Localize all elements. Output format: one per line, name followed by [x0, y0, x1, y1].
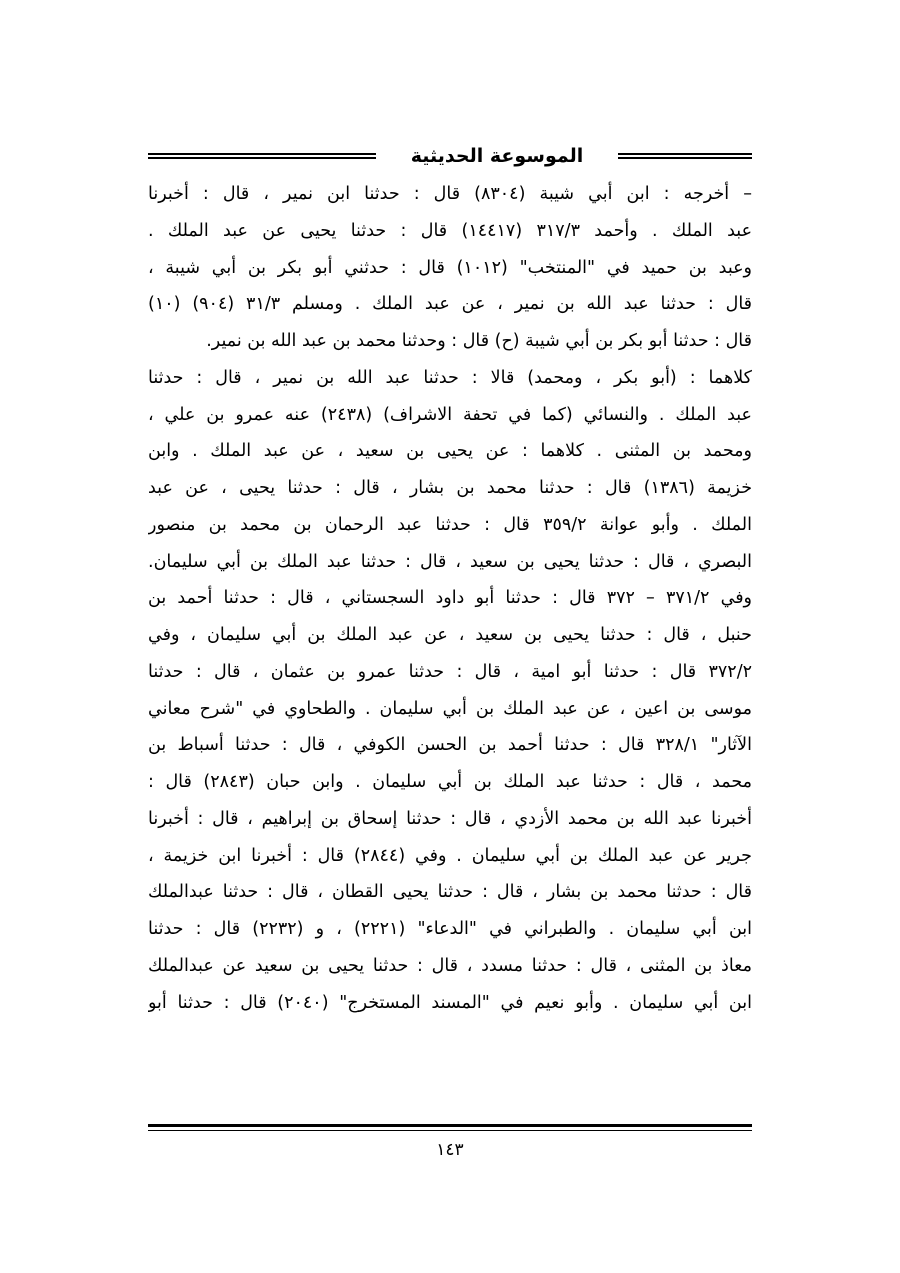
text-line: عبد الملك . وأحمد ٣١٧/٣ (١٤٤١٧) قال : حدثنا يحيى عن عبد الملك .	[148, 220, 752, 241]
text-line: معاذ بن المثنى ، قال : حدثنا مسدد ، قال : حدثنا يحيى بن سعيد عن عبدالملك	[148, 955, 752, 976]
running-header	[148, 142, 752, 172]
text-line: قال : حدثنا أبو بكر بن أبي شيبة (ح) قال : وحدثنا محمد بن عبد الله بن نمير.	[206, 331, 752, 351]
header-rule-left	[148, 153, 376, 159]
page-number: ١٤٣	[436, 1140, 464, 1160]
text-line: قال : حدثنا عبد الله بن نمير ، عن عبد الملك . ومسلم ٣١/٣ (٩٠٤) (١٠)	[148, 294, 752, 315]
text-line: محمد ، قال : حدثنا عبد الملك بن أبي سليمان . وابن حبان (٢٨٤٣) قال :	[148, 772, 752, 792]
footer-rule	[148, 1124, 752, 1131]
header-rule-right	[618, 153, 752, 159]
text-line: قال : حدثنا محمد بن بشار ، قال : حدثنا يحيى القطان ، قال : حدثنا عبدالملك	[148, 882, 752, 903]
text-line: موسى بن اعين ، عن عبد الملك بن أبي سليمان . والطحاوي في "شرح معاني	[148, 698, 752, 719]
text-line: أخبرنا عبد الله بن محمد الأزدي ، قال : حدثنا إسحاق بن إبراهيم ، قال : أخبرنا	[148, 808, 752, 829]
text-line: البصري ، قال : حدثنا يحيى بن سعيد ، قال : حدثنا عبد الملك بن أبي سليمان.	[148, 551, 752, 572]
text-line: ابن أبي سليمان . والطبراني في "الدعاء" (٢٢٢١) ، و (٢٢٣٢) قال : حدثنا	[148, 919, 752, 939]
text-line: خزيمة (١٣٨٦) قال : حدثنا محمد بن بشار ، قال : حدثنا يحيى ، عن عبد	[148, 478, 752, 498]
text-line: حنبل ، قال : حدثنا يحيى بن سعيد ، عن عبد الملك بن أبي سليمان ، وفي	[148, 625, 752, 645]
text-line: كلاهما : (أبو بكر ، ومحمد) قالا : حدثنا عبد الله بن نمير ، قال : حدثنا	[148, 367, 752, 388]
text-line: وعبد بن حميد في "المنتخب" (١٠١٢) قال : حدثني أبو بكر بن أبي شيبة ،	[148, 257, 752, 278]
body-text	[148, 176, 752, 1021]
text-line: وفي ٣٧١/٢ – ٣٧٢ قال : حدثنا أبو داود السجستاني ، قال : حدثنا أحمد بن	[148, 588, 752, 609]
text-line: الملك . وأبو عوانة ٣٥٩/٢ قال : حدثنا عبد الرحمان بن محمد بن منصور	[148, 514, 752, 535]
text-line: ابن أبي سليمان . وأبو نعيم في "المسند المستخرج" (٢٠٤٠) قال : حدثنا أبو	[148, 992, 752, 1013]
text-line: ٣٧٢/٢ قال : حدثنا أبو امية ، قال : حدثنا عمرو بن عثمان ، قال : حدثنا	[148, 661, 752, 682]
text-line: ومحمد بن المثنى . كلاهما : عن يحيى بن سعيد ، عن عبد الملك . وابن	[148, 441, 752, 462]
header-title: الموسوعة الحديثية	[410, 145, 584, 167]
text-line: جرير عن عبد الملك بن أبي سليمان . وفي (٢٨٤٤) قال : أخبرنا ابن خزيمة ،	[148, 845, 752, 866]
text-line: الآثار" ٣٢٨/١ قال : حدثنا أحمد بن الحسن الكوفي ، قال : حدثنا أسباط بن	[148, 735, 752, 756]
text-line: عبد الملك . والنسائي (كما في تحفة الاشراف) (٢٤٣٨) عنه عمرو بن علي ،	[148, 404, 752, 425]
text-line: – أخرجه : ابن أبي شيبة (٨٣٠٤) قال : حدثنا ابن نمير ، قال : أخبرنا	[148, 184, 752, 204]
